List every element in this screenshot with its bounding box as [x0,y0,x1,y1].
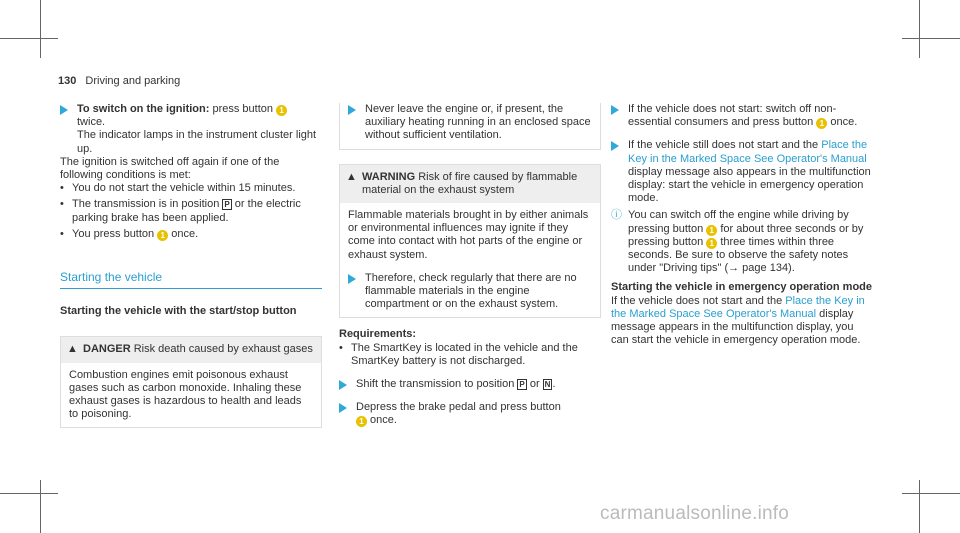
crop-mark [902,493,960,494]
display-message-link[interactable]: Place the Key in the Marked Space See Operator's Manual [628,139,868,165]
danger-continued [339,103,601,150]
page-header [58,75,180,88]
step-emergency: If the vehicle still does not start and the Place the Key in the Marked Space See Operator's Manual display message also appears in the multifunction display: start the vehicle in emergency operation mode. [611,139,873,205]
button-1-icon: 1 [356,416,367,427]
danger-box [60,336,322,428]
display-message-link[interactable]: Place the Key in the Marked Space See Operator's Manual [611,294,865,320]
crop-mark [902,38,960,39]
step-ignition: To switch on the ignition: press button 1 twice. The indicator lamps in the instrument cluster light up. [60,103,322,156]
para-emergency: If the vehicle does not start and the Place the Key in the Marked Space See Operator's Manual display message appears in the multifunction display, you can start the vehicle in emergency operation mode. [611,294,865,347]
button-1-icon: 1 [157,230,168,241]
gear-p-icon: P [224,200,230,210]
step-switch-off-consumers: If the vehicle does not start: switch off non-essential consumers and press button 1 once. [611,103,873,129]
button-1-icon: 1 [706,238,717,249]
column-3 [611,103,873,347]
danger-body: Combustion engines emit poisonous exhaust gases such as carbon monoxide. Inhaling these exhaust gases is hazardous to health and leads to poisoning. [69,368,302,421]
section-title: Starting the vehicle [60,271,322,289]
column-2 [339,103,601,428]
watermark: carmanualsonline.info [600,503,790,524]
step-check: Therefore, check regularly that there are no flammable materials in the engine compartment or on the exhaust system. [348,272,592,312]
crop-mark [919,480,920,533]
warning-body: Flammable materials brought in by either animals or environmental influences may ignite if they come into contact with hot parts of the engine or exhaust system. Therefore, check regularly that there are no flammable materials in the engine compartment or on the exhaust system. [340,203,600,317]
step-shift: Shift the transmission to position P or N . [339,378,601,391]
para-ignition-off: The ignition is switched off again if one of the following conditions is met: [60,155,280,182]
warning-triangle-icon: ▲ [67,343,78,356]
chapter-title: Driving and parking [85,75,181,87]
button-1-icon: 1 [706,225,717,236]
crop-mark [919,0,920,58]
step-brake: Depress the brake pedal and press button 1 once. [339,401,601,427]
column-1 [60,103,322,428]
requirements-heading: Requirements: [339,328,417,341]
gear-n-icon: N [544,380,551,390]
button-1-icon: 1 [276,105,287,116]
info-icon: ⓘ [611,209,622,222]
subheading: Starting the vehicle in emergency operation mode [611,281,873,294]
step-never-leave: Never leave the engine or, if present, the auxiliary heating running in an enclosed space without sufficient ventilation. [348,103,592,143]
subheading: Starting the vehicle with the start/stop button [60,305,297,318]
button-1-icon: 1 [816,118,827,129]
warning-triangle-icon: ▲ [346,170,357,183]
page-number: 130 [58,75,77,87]
info-note: ⓘ You can switch off the engine while driving by pressing button 1 for about three seconds or by pressing button 1 three times within three seconds. Be sure to observe the safety notes under "Driving tips" (→ page 134). [611,209,864,275]
gear-p-icon: P [519,380,525,390]
crop-mark [40,480,41,533]
crop-mark [40,0,41,58]
bullet-item: • You do not start the vehicle within 15 minutes. [60,182,322,195]
bullet-item: • The SmartKey is located in the vehicle and the SmartKey battery is not discharged. [339,342,601,368]
danger-header: ▲ DANGER Risk death caused by exhaust gases [61,337,321,362]
bullet-item: • You press button 1 once. [60,228,322,241]
bullet-detail: • The transmission is in position P or the electric parking brake has been applied. [60,198,322,224]
warning-box [339,164,601,319]
crop-mark [0,38,58,39]
crop-mark [0,493,58,494]
warning-header: ▲ WARNING Risk of fire caused by flammable material on the exhaust system [340,165,600,203]
